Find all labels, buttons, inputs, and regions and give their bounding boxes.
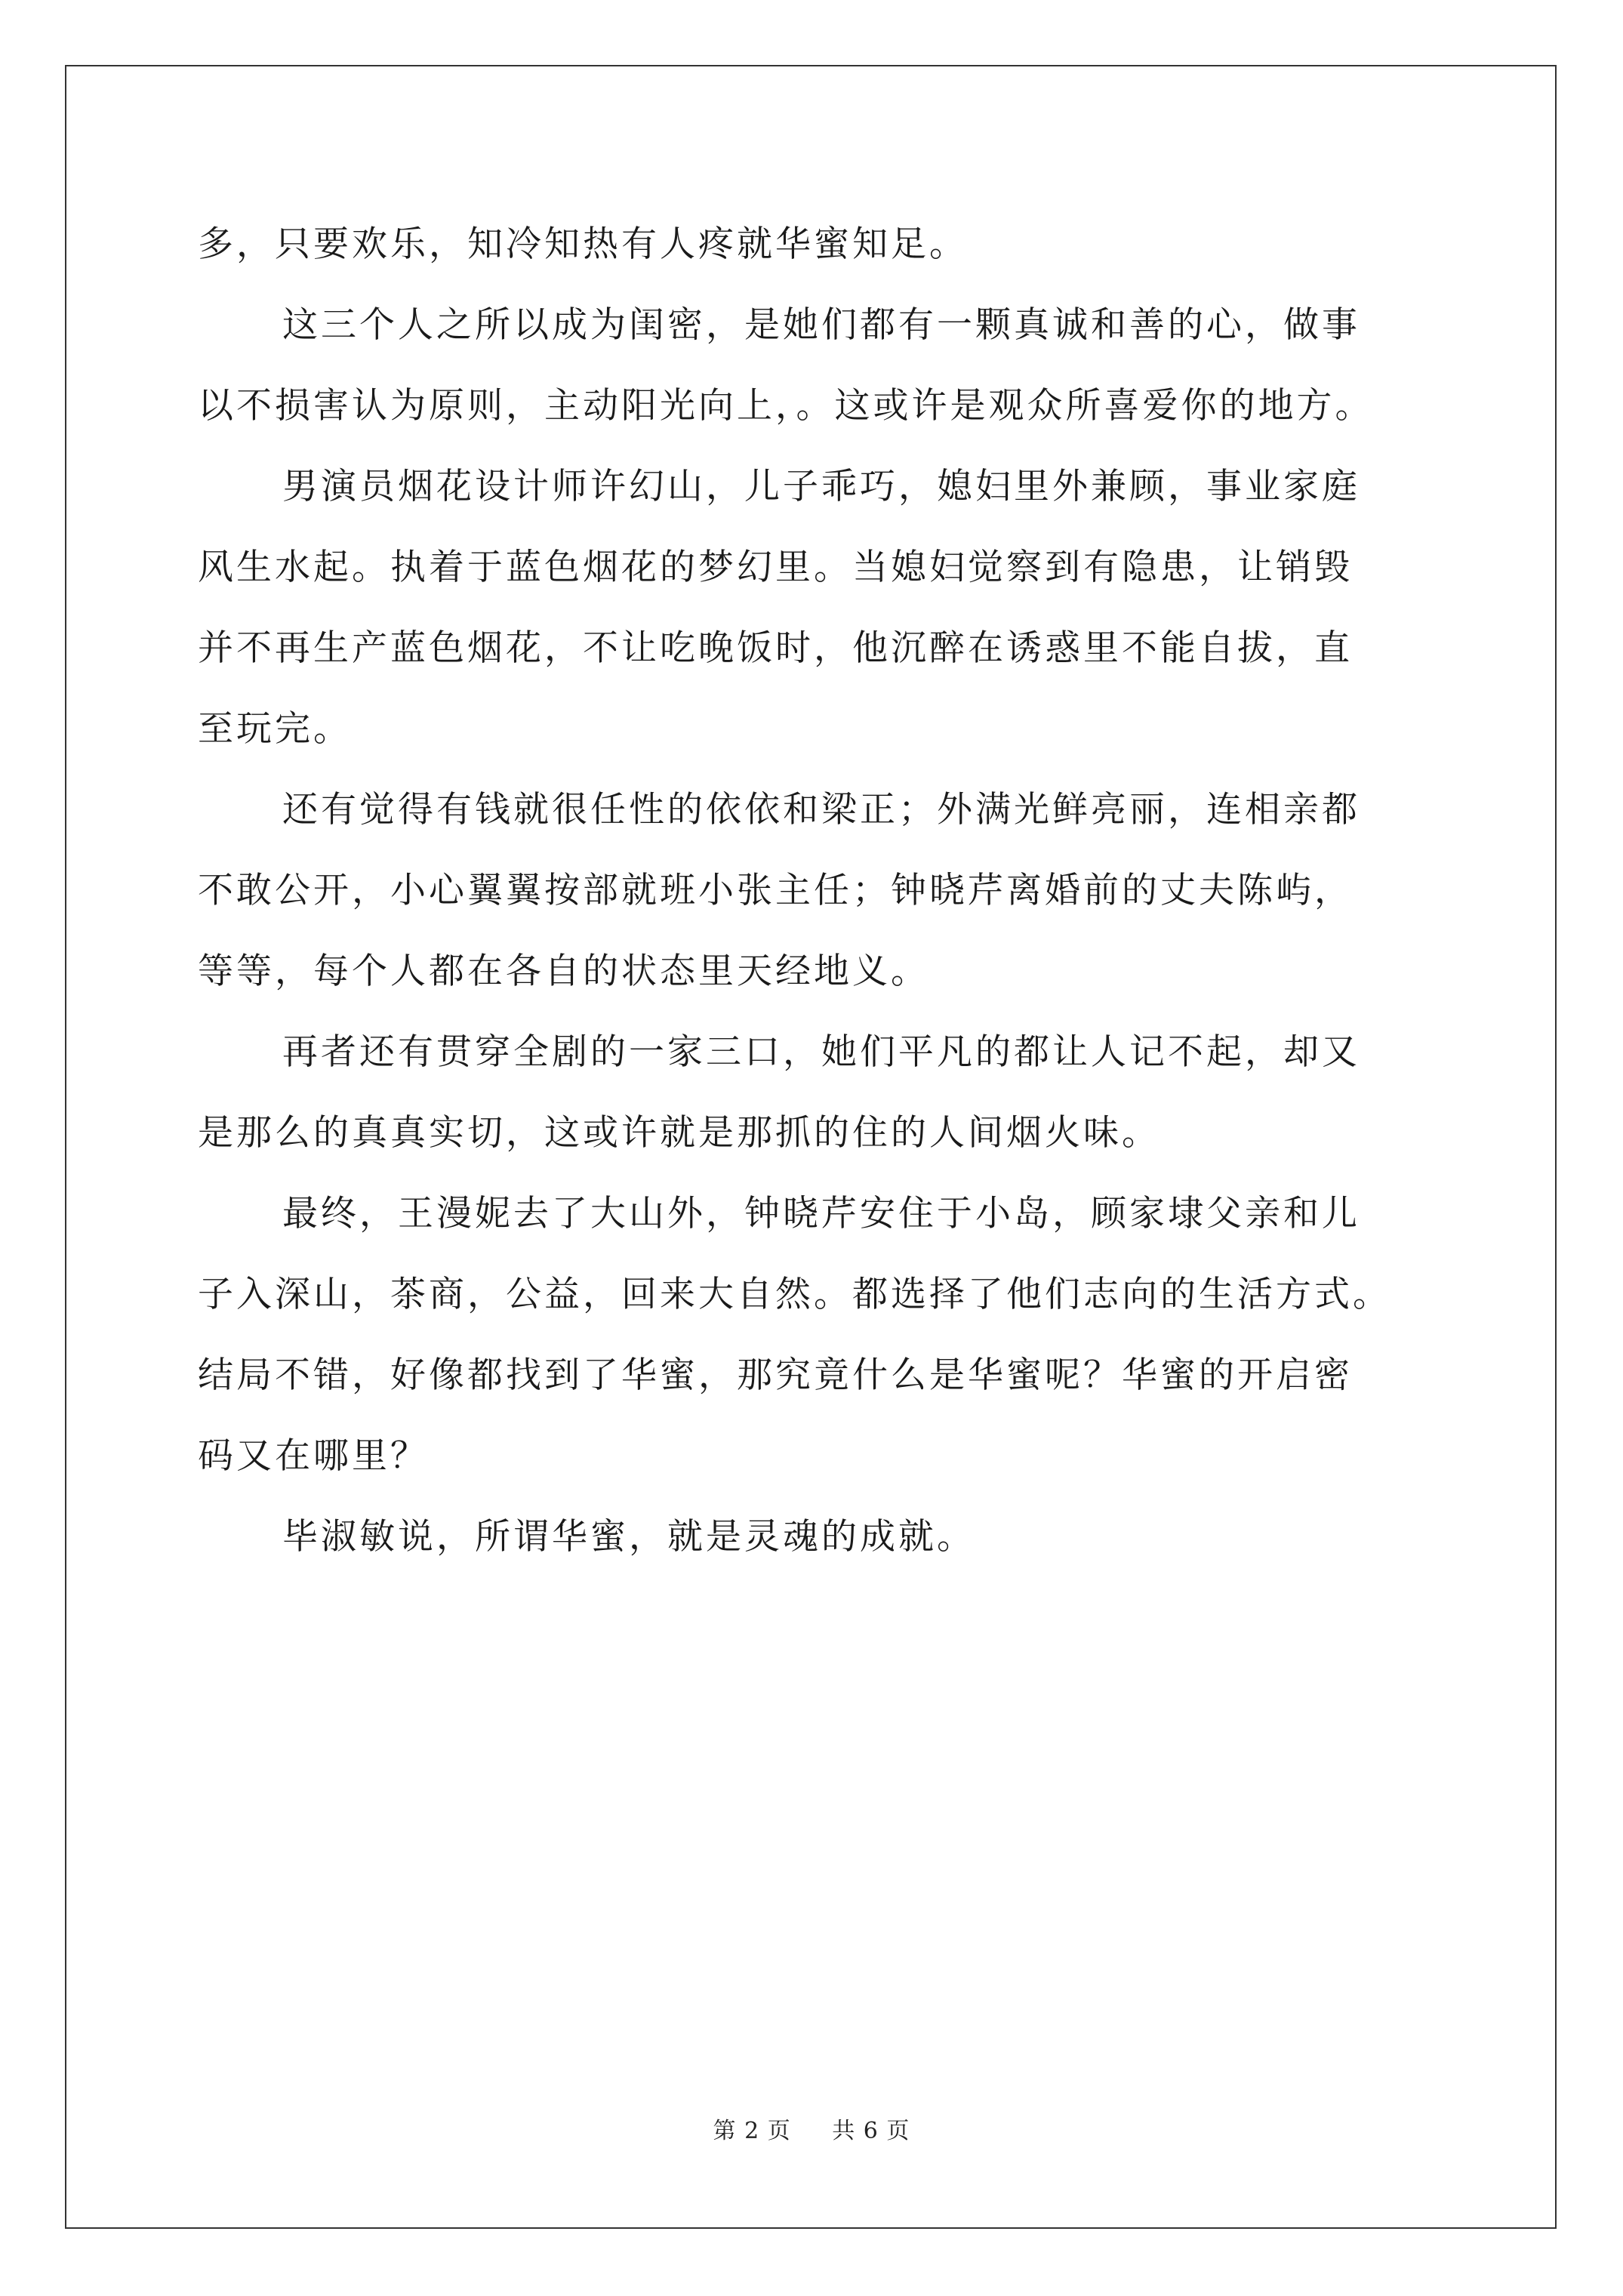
page-total: 共 6 页 bbox=[832, 2118, 910, 2144]
text-line: 再者还有贯穿全剧的一家三口，她们平凡的都让人记不起，却又 bbox=[282, 1031, 1360, 1073]
document-body bbox=[198, 204, 1481, 1577]
text-line: 码又在哪里？ bbox=[198, 1435, 429, 1477]
page-footer bbox=[0, 2112, 1623, 2145]
text-line: 多，只要欢乐，知冷知热有人疼就华蜜知足。 bbox=[198, 223, 968, 265]
text-line: 毕淑敏说，所谓华蜜，就是灵魂的成就。 bbox=[282, 1516, 975, 1558]
text-line: 结局不错，好像都找到了华蜜，那究竟什么是华蜜呢？华蜜的开启密 bbox=[198, 1354, 1353, 1396]
text-line: 至玩完。 bbox=[198, 708, 352, 750]
page-number: 第 2 页 bbox=[713, 2118, 791, 2144]
text-line: 最终，王漫妮去了大山外，钟晓芹安住于小岛，顾家埭父亲和儿 bbox=[282, 1193, 1360, 1234]
text-line: 不敢公开，小心翼翼按部就班小张主任；钟晓芹离婚前的丈夫陈屿， bbox=[198, 870, 1353, 911]
text-line: 并不再生产蓝色烟花，不让吃晚饭时，他沉醉在诱惑里不能自拔，直 bbox=[198, 627, 1353, 669]
text-line: 男演员烟花设计师许幻山，儿子乖巧，媳妇里外兼顾，事业家庭 bbox=[282, 466, 1360, 507]
text-line: 这三个人之所以成为闺密，是她们都有一颗真诚和善的心，做事 bbox=[282, 304, 1360, 346]
text-line: 以不损害认为原则，主动阳光向上，。这或许是观众所喜爱你的地方。 bbox=[198, 385, 1374, 427]
text-line: 还有觉得有钱就很任性的依依和梁正；外满光鲜亮丽，连相亲都 bbox=[282, 789, 1360, 831]
text-line: 子入深山，茶商，公益，回来大自然。都选择了他们志向的生活方式。 bbox=[198, 1274, 1391, 1315]
text-line: 是那么的真真实切，这或许就是那抓的住的人间烟火味。 bbox=[198, 1112, 1160, 1154]
text-line: 等等，每个人都在各自的状态里天经地义。 bbox=[198, 951, 929, 992]
text-line: 风生水起。执着于蓝色烟花的梦幻里。当媳妇觉察到有隐患，让销毁 bbox=[198, 547, 1353, 588]
